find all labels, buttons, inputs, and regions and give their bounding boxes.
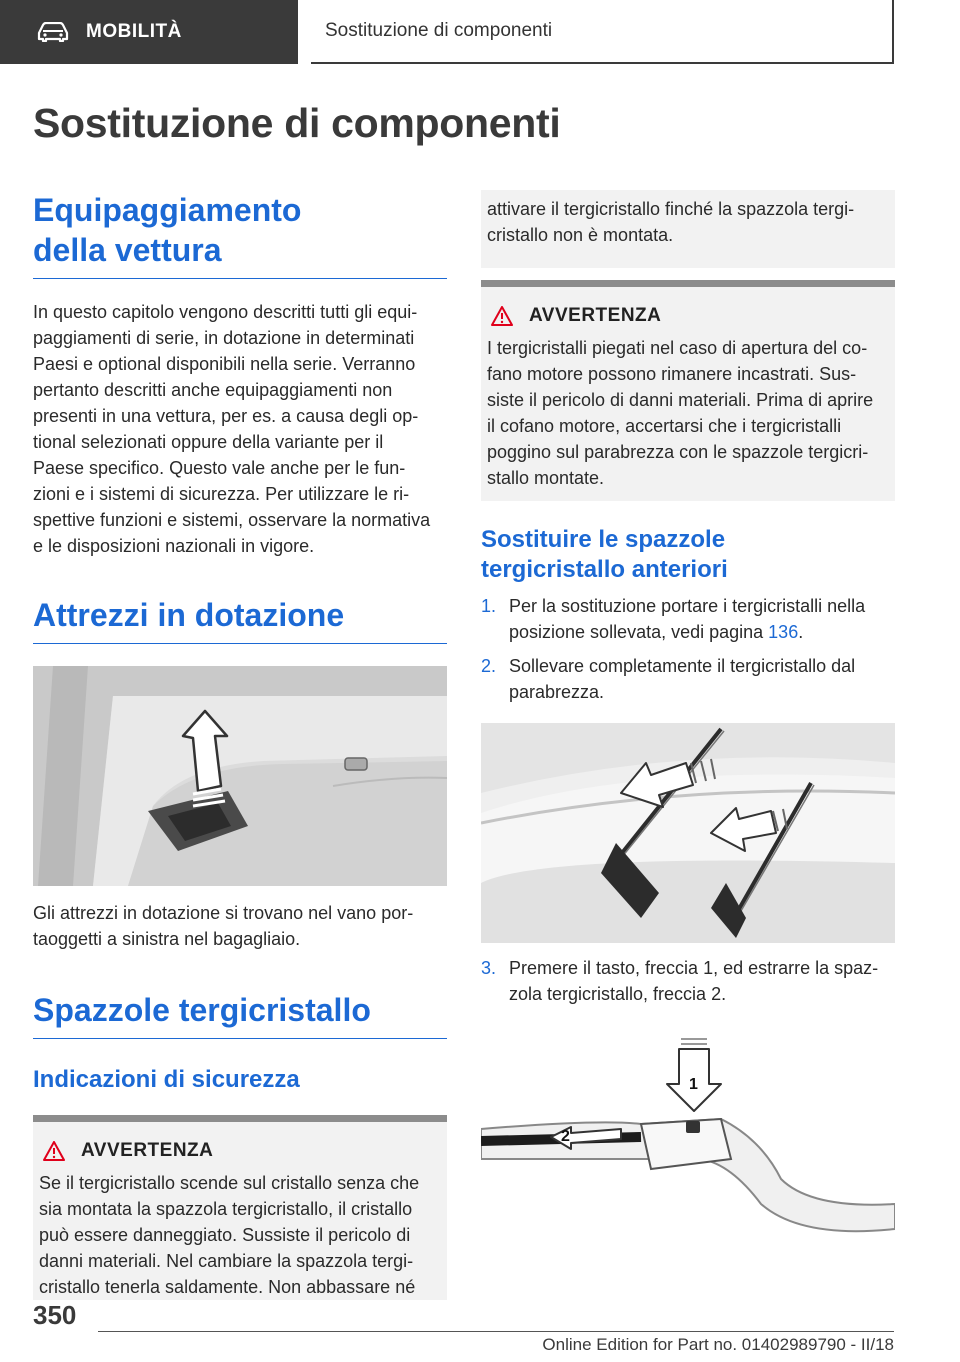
page-title: Sostituzione di componenti [33,100,561,146]
text-line: può essere danneggiato. Sussiste il pericolo di [39,1225,411,1245]
trunk-tools-illustration [33,666,447,886]
step-text-2 [509,619,865,645]
tools-heading: Attrezzi in dotazione [33,595,447,644]
section-label: MOBILITÀ [86,21,182,42]
wipers-heading: Spazzole tergicristallo [33,990,447,1039]
text-line: danni materiali. Nel cambiare la spazzola tergi- [39,1251,414,1271]
safety-heading: Indicazioni di sicurezza [33,1066,300,1093]
list-item [481,955,895,1007]
step-number: 2. [481,656,497,676]
warning-title: AVVERTENZA [529,305,662,326]
footer-rule [98,1331,894,1332]
tools-paragraph [33,900,447,952]
text-line: attivare il tergicristallo finché la spazzola tergi- [487,199,855,219]
chapter-label: Sostituzione di componenti [325,20,553,41]
step-text: Premere il tasto, freccia 1, ed estrarre la spaz- [509,958,879,978]
text-line: presenti in una vettura, per es. a causa degli op- [33,406,419,426]
step-text-2: zola tergicristallo, freccia 2. [509,984,727,1004]
steps-list-continued [481,955,895,1007]
text-line: cristallo non è montata. [487,225,674,245]
text-line: In questo capitolo vengono descritti tutti gli equi- [33,302,418,322]
text-line: spettive funzioni e sistemi, osservare la normativa [33,510,431,530]
page-number: 350 [33,1300,77,1330]
step-number: 3. [481,958,497,978]
text-line: Paese specifico. Questo vale anche per le fun- [33,458,406,478]
chapter-tab[interactable] [311,0,894,64]
text-line: zioni e i sistemi di sicurezza. Per utilizzare le ri- [33,484,410,504]
step-number: 1. [481,596,497,616]
equipment-heading: Equipaggiamento della vettura [33,192,302,268]
page-link[interactable]: 136 [768,622,799,642]
text-line: e le disposizioni nazionali in vigore. [33,536,315,556]
text-line: I tergicristalli piegati nel caso di apertura del co- [487,338,868,358]
step-text-2: parabrezza. [509,682,605,702]
equipment-paragraph [33,299,447,559]
car-icon [36,22,70,42]
arrow-label: 1 [689,1076,698,1093]
step-text-part: posizione sollevata, vedi pagina [509,622,769,642]
text-line: Paesi e optional disponibili nella serie. Verranno [33,354,416,374]
replace-heading: Sostituire le spazzole tergicristallo anteriori [481,526,728,583]
warning-triangle-icon [491,306,513,326]
text-line: Gli attrezzi in dotazione si trovano nel vano por- [33,903,414,923]
warning-box [33,1115,447,1300]
right-column [481,190,895,1249]
text-line: fano motore possono rimanere incastrati. Sus- [487,364,857,384]
text-line: il cofano motore, accertarsi che i tergicristalli [487,416,842,436]
text-line: cristallo tenerla saldamente. Non abbassare né [39,1277,416,1297]
text-line: pertanto descritti anche equipaggiamenti non [33,380,393,400]
text-line: stallo montate. [487,468,605,488]
list-item [481,593,895,645]
list-item [481,653,895,705]
text-line: paggiamenti di serie, in dotazione in determinati [33,328,415,348]
text-line: poggino sul parabrezza con le spazzole tergicri- [487,442,869,462]
wiper-blade-release-illustration [481,1029,895,1249]
text-line: taoggetti a sinistra nel bagagliaio. [33,929,301,949]
left-column [33,190,447,1300]
warning-continuation [481,190,895,268]
steps-list [481,593,895,705]
step-text-tail: . [798,622,804,642]
edition-text: Online Edition for Part no. 01402989790 - II/18 [542,1335,894,1354]
warning-triangle-icon [43,1141,65,1161]
arrow-label: 2 [561,1128,570,1145]
section-tab[interactable] [0,0,298,64]
warning-title: AVVERTENZA [81,1140,214,1161]
windshield-wipers-illustration [481,723,895,943]
warning-box [481,280,895,501]
step-text: Per la sostituzione portare i tergicristalli nella [509,596,866,616]
text-line: Se il tergicristallo scende sul cristallo senza che [39,1173,420,1193]
heading-rule [33,278,447,279]
text-line: sia montata la spazzola tergicristallo, il cristallo [39,1199,413,1219]
text-line: tional selezionati oppure della variante per il [33,432,384,452]
step-text: Sollevare completamente il tergicristallo dal [509,656,856,676]
text-line: siste il pericolo di danni materiali. Prima di aprire [487,390,874,410]
